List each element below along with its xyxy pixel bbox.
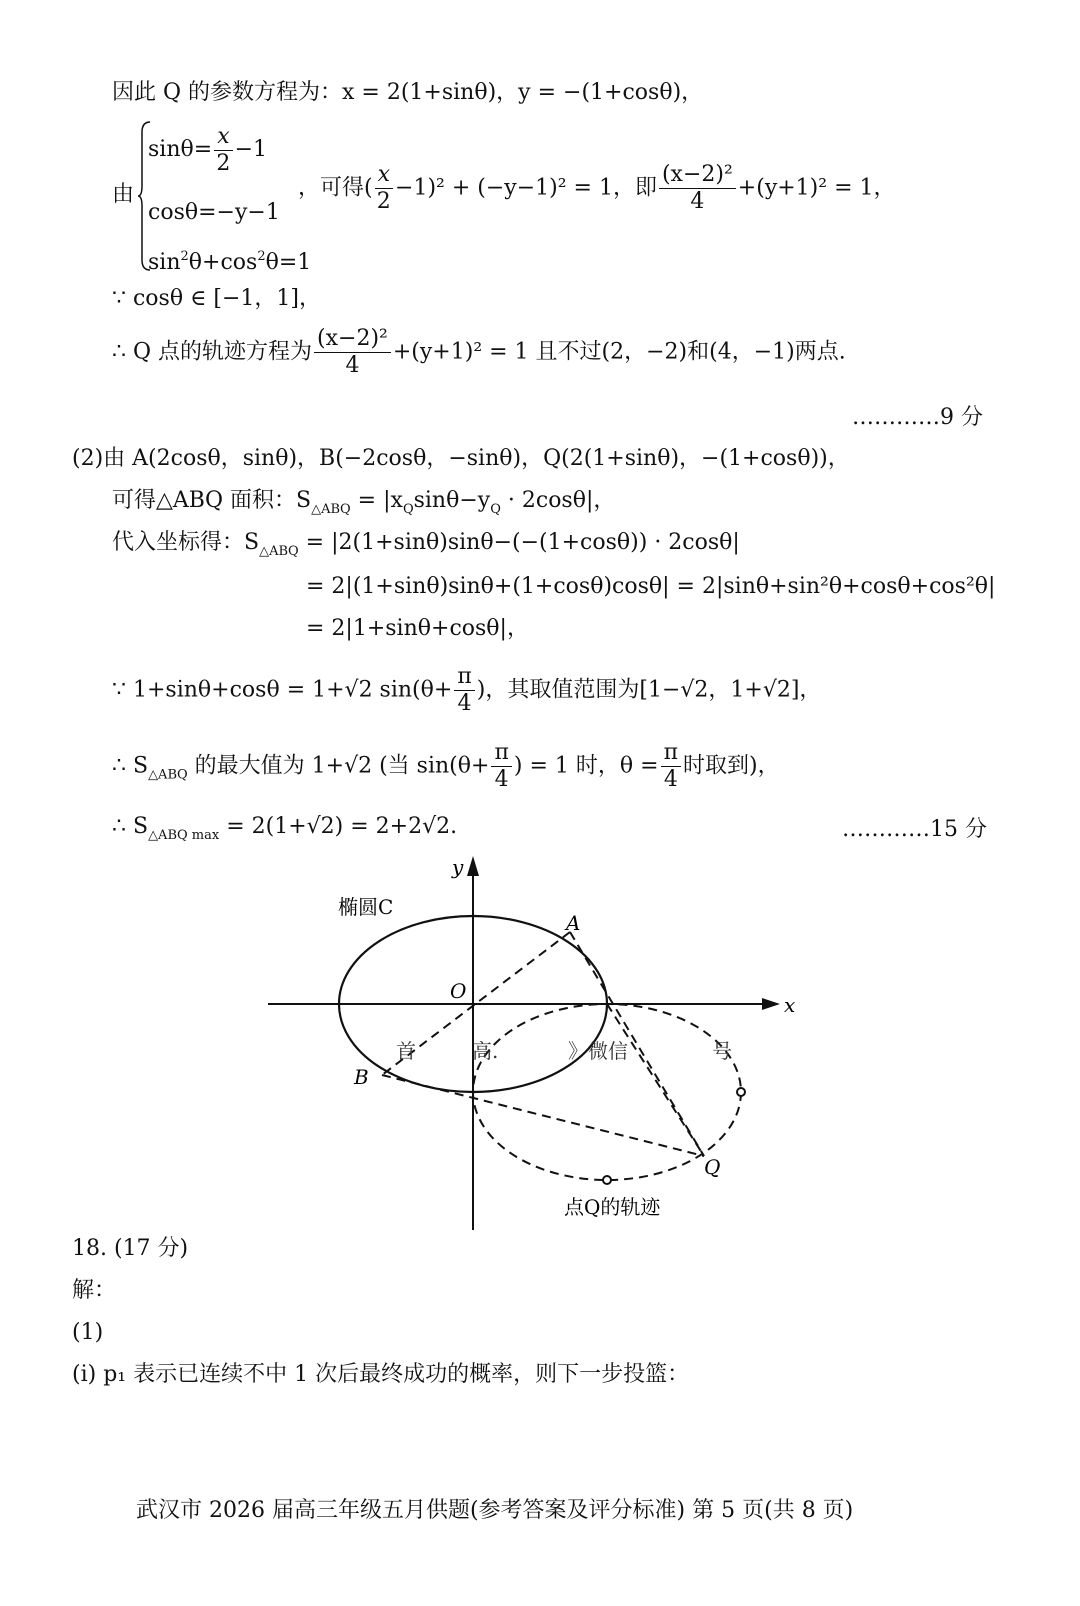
system-eq-2: cosθ=−y−1 [148, 200, 280, 225]
y-axis-arrow [467, 856, 479, 876]
simplify-line-2: = 2|1+sinθ+cosθ|， [306, 616, 529, 641]
system-eq-3: $\sin^2\theta+\cos^2\theta=1$ [148, 249, 312, 275]
excluded-point-right [737, 1088, 745, 1096]
segment-bq [382, 1075, 704, 1156]
max-value-line: ∴ $S_{\triangle ABQ max} = 2(1+√2) = 2+2√2$. [112, 814, 458, 843]
label-q: Q [704, 1155, 721, 1179]
page-footer: 武汉市 2026 届高三年级五月供题(参考答案及评分标准) 第 5 页(共 8 页) [136, 1498, 854, 1523]
label-y: y [452, 855, 464, 879]
area-formula: 可得△ABQ 面积：$S_{\triangle ABQ} = |x_Q\sin\theta-y_Q \cdot 2\cos\theta|$， [112, 488, 616, 517]
system-eq-1: sinθ= $\frac{x}{2}$ −1 [148, 124, 268, 176]
label-ellipse-c: 椭圆C [338, 895, 394, 919]
max-line: ∴ $S_{\triangle ABQ}$ 的最大值为 1+√2 (当 sin(θ+ $\frac{\pi}{4}$ ) = 1 时，θ = $\frac{\pi}{4}$ 时取到)， [112, 740, 780, 792]
substitute-line: 代入坐标得：$S_{\triangle ABQ} = |2(1+\sin\theta)\sin\theta-(-(1+\cos\theta)) \cdot 2\cos\theta|$ [112, 530, 740, 559]
segment-dq [607, 1004, 704, 1156]
range-line: ∵ 1+sinθ+cosθ = 1+√2 sin(θ+ $\frac{\pi}{4}$ )，其取值范围为[1−√2，1+√2]， [112, 664, 822, 716]
part2-intro: (2)由 A(2cosθ，sinθ)，B(−2cosθ，−sinθ)，Q(2(1+sinθ)，−(1+cosθ))， [72, 446, 850, 471]
score-9: …………9 分 [852, 405, 983, 430]
label-o: O [450, 979, 467, 1003]
trajectory-line: ∴ Q 点的轨迹方程为 $\frac{\text{(x−2)²}}{4}$ +(y+1)² = 1 且不过(2，−2)和(4，−1)两点. [112, 326, 846, 378]
derive-line: ，可得( $\frac{x}{2}$ −1)² + (−y−1)² = 1，即 $\frac{\text{(x−2)²}}{4}$ +(y+1)² = 1， [298, 162, 896, 214]
q-trajectory [473, 1004, 741, 1180]
label-a: A [566, 911, 581, 935]
q18-part1: (1) [72, 1320, 104, 1345]
label-x: x [784, 993, 796, 1017]
q18-part1-i: (ⅰ) p₁ 表示已连续不中 1 次后最终成功的概率，则下一步投篮： [72, 1362, 690, 1387]
q18-jie: 解： [72, 1278, 117, 1303]
watermark-4: 号 [712, 1039, 732, 1063]
you-label: 由 [112, 182, 135, 207]
ellipse-figure [262, 850, 802, 1235]
watermark-3: 》微信 [568, 1039, 628, 1063]
excluded-point-bottom [603, 1176, 611, 1184]
param-equation-line: 因此 Q 的参数方程为：x = 2(1+sinθ)，y = −(1+cosθ)， [112, 80, 704, 105]
label-q-trajectory: 点Q的轨迹 [564, 1195, 661, 1219]
x-axis-arrow [762, 998, 780, 1010]
score-15: …………15 分 [842, 817, 987, 842]
watermark-1: 首 [396, 1039, 416, 1063]
cos-range-line: ∵ cosθ ∈ [−1，1]， [112, 286, 321, 311]
simplify-line-1: = 2|(1+sinθ)sinθ+(1+cosθ)cosθ| = 2|sinθ+sin²θ+cosθ+cos²θ| [306, 574, 996, 599]
watermark-2: 高. [472, 1039, 499, 1063]
q18-title: 18. (17 分) [72, 1236, 189, 1261]
label-b: B [354, 1065, 369, 1089]
